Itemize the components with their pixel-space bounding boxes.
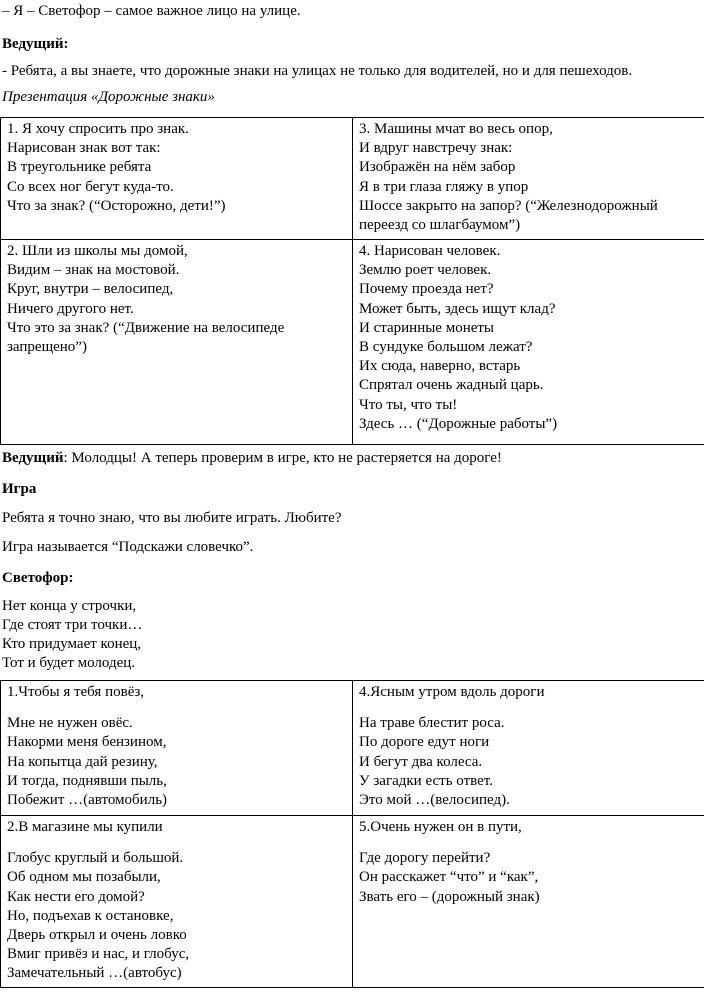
host-label-1: Ведущий: [2, 36, 69, 52]
riddle-line: Об одном мы позабыли, [7, 869, 161, 886]
host-speech-2-text: : Молодцы! А теперь проверим в игре, кто не растеряется на дороге! [63, 450, 502, 466]
riddle-line: Нарисован знак вот так: [7, 140, 161, 157]
riddle-cell-1 [1, 118, 353, 240]
riddle-line: Накорми меня бензином, [7, 734, 167, 751]
riddle-line: Как нести его домой? [7, 888, 145, 905]
riddle-line: У загадки есть ответ. [359, 772, 493, 789]
game-line-2: Игра называется “Подскажи словечко”. [2, 539, 254, 555]
riddle-line: Землю роет человек. [359, 262, 492, 279]
riddle-line: Замечательный …(автобус) [7, 965, 182, 982]
host-speech-2 [2, 449, 502, 468]
riddle-line: Со всех ног бегут куда-то. [7, 178, 174, 195]
word-riddle-cell-5 [353, 816, 704, 988]
riddle-cell-3 [353, 118, 704, 240]
riddle-line: Звать его – (дорожный знак) [359, 888, 540, 905]
riddle-line: Изображён на нём забор [359, 159, 516, 176]
riddle-first-line: 1.Чтобы я тебя повёз, [7, 684, 145, 700]
poem-line: Нет конца у строчки, [2, 598, 137, 614]
riddle-line: В треугольнике ребята [7, 159, 152, 176]
riddle-line: Где дорогу перейти? [359, 850, 491, 867]
word-riddle-cell-1 [1, 681, 353, 816]
riddle-line: Мне не нужен овёс. [7, 715, 133, 732]
riddle-line: Но, подъехав к остановке, [7, 907, 174, 924]
riddle-line: Спрятал очень жадный царь. [359, 377, 544, 394]
poem-line: Тот и будет молодец. [2, 655, 136, 671]
riddle-line: И бегут два колеса. [359, 753, 483, 770]
riddle-line: Побежит …(автомобиль) [7, 792, 168, 809]
intro-line: – Я – Светофор – самое важное лицо на улице. [2, 3, 301, 19]
svetofor-label: Светофор: [2, 570, 74, 586]
riddle-line: Я в три глаза гляжу в упор [359, 178, 529, 195]
riddle-line: 2. Шли из школы мы домой, [7, 243, 188, 259]
game-heading: Игра [2, 481, 37, 497]
game-line-1: Ребята я точно знаю, что вы любите играть. Любите? [2, 510, 342, 526]
riddle-line: Видим – знак на мостовой. [7, 262, 180, 279]
riddle-line: Шоссе закрыто на запор? (“Железнодорожный [359, 197, 658, 214]
riddle-first-line: 2.В магазине мы купили [7, 819, 163, 835]
riddle-line: Это мой …(велосипед). [359, 792, 510, 809]
riddle-line: Почему проезда нет? [359, 281, 494, 298]
riddle-line: Здесь … (“Дорожные работы”) [359, 415, 558, 432]
riddle-line: 4. Нарисован человек. [359, 243, 501, 259]
host-speech-1: - Ребята, а вы знаете, что дорожные знаки на улицах не только для водителей, но и для пешеходов. [2, 63, 633, 79]
riddle-line: И вдруг навстречу знак: [359, 140, 513, 157]
riddle-line: И старинные монеты [359, 319, 495, 336]
poem-line: Кто придумает конец, [2, 636, 142, 652]
poem-line: Где стоят три точки… [2, 617, 143, 633]
riddle-line: запрещено”) [7, 339, 87, 356]
signs-riddle-table [0, 117, 704, 445]
riddle-line: Глобус круглый и большой. [7, 850, 184, 867]
riddle-line: В сундуке большом лежат? [359, 339, 533, 356]
riddle-line: Что за знак? (“Осторожно, дети!”) [7, 197, 226, 214]
riddle-cell-4 [353, 240, 704, 445]
host-label-2: Ведущий [2, 450, 64, 466]
riddle-line: Может быть, здесь ищут клад? [359, 300, 556, 317]
riddle-line: 1. Я хочу спросить про знак. [7, 121, 189, 137]
riddle-line: Их сюда, наверно, встарь [359, 358, 521, 375]
riddle-line: 3. Машины мчат во весь опор, [359, 121, 553, 137]
word-game-table [0, 680, 704, 988]
riddle-line: Вмиг привёз и нас, и глобус, [7, 946, 190, 963]
word-riddle-cell-2 [1, 816, 353, 988]
riddle-first-line: 4.Ясным утром вдоль дороги [359, 684, 545, 700]
riddle-cell-2 [1, 240, 353, 445]
riddle-line: Он расскажет “что” и “как”, [359, 869, 539, 886]
riddle-line: Что ты, что ты! [359, 396, 458, 413]
riddle-line: Что это за знак? (“Движение на велосипеде [7, 319, 285, 336]
riddle-line: Ничего другого нет. [7, 300, 134, 317]
riddle-first-line: 5.Очень нужен он в пути, [359, 819, 522, 835]
riddle-line: Дверь открыл и очень ловко [7, 927, 187, 944]
riddle-line: По дороге едут ноги [359, 734, 490, 751]
riddle-line: На траве блестит роса. [359, 715, 505, 732]
riddle-line: Круг, внутри – велосипед, [7, 281, 174, 298]
presentation-title: Презентация «Дорожные знаки» [2, 89, 215, 105]
riddle-line: И тогда, поднявши пыль, [7, 772, 167, 789]
word-riddle-cell-4 [353, 681, 704, 816]
riddle-line: На копытца дай резину, [7, 753, 158, 770]
riddle-line: переезд со шлагбаумом”) [359, 217, 521, 234]
